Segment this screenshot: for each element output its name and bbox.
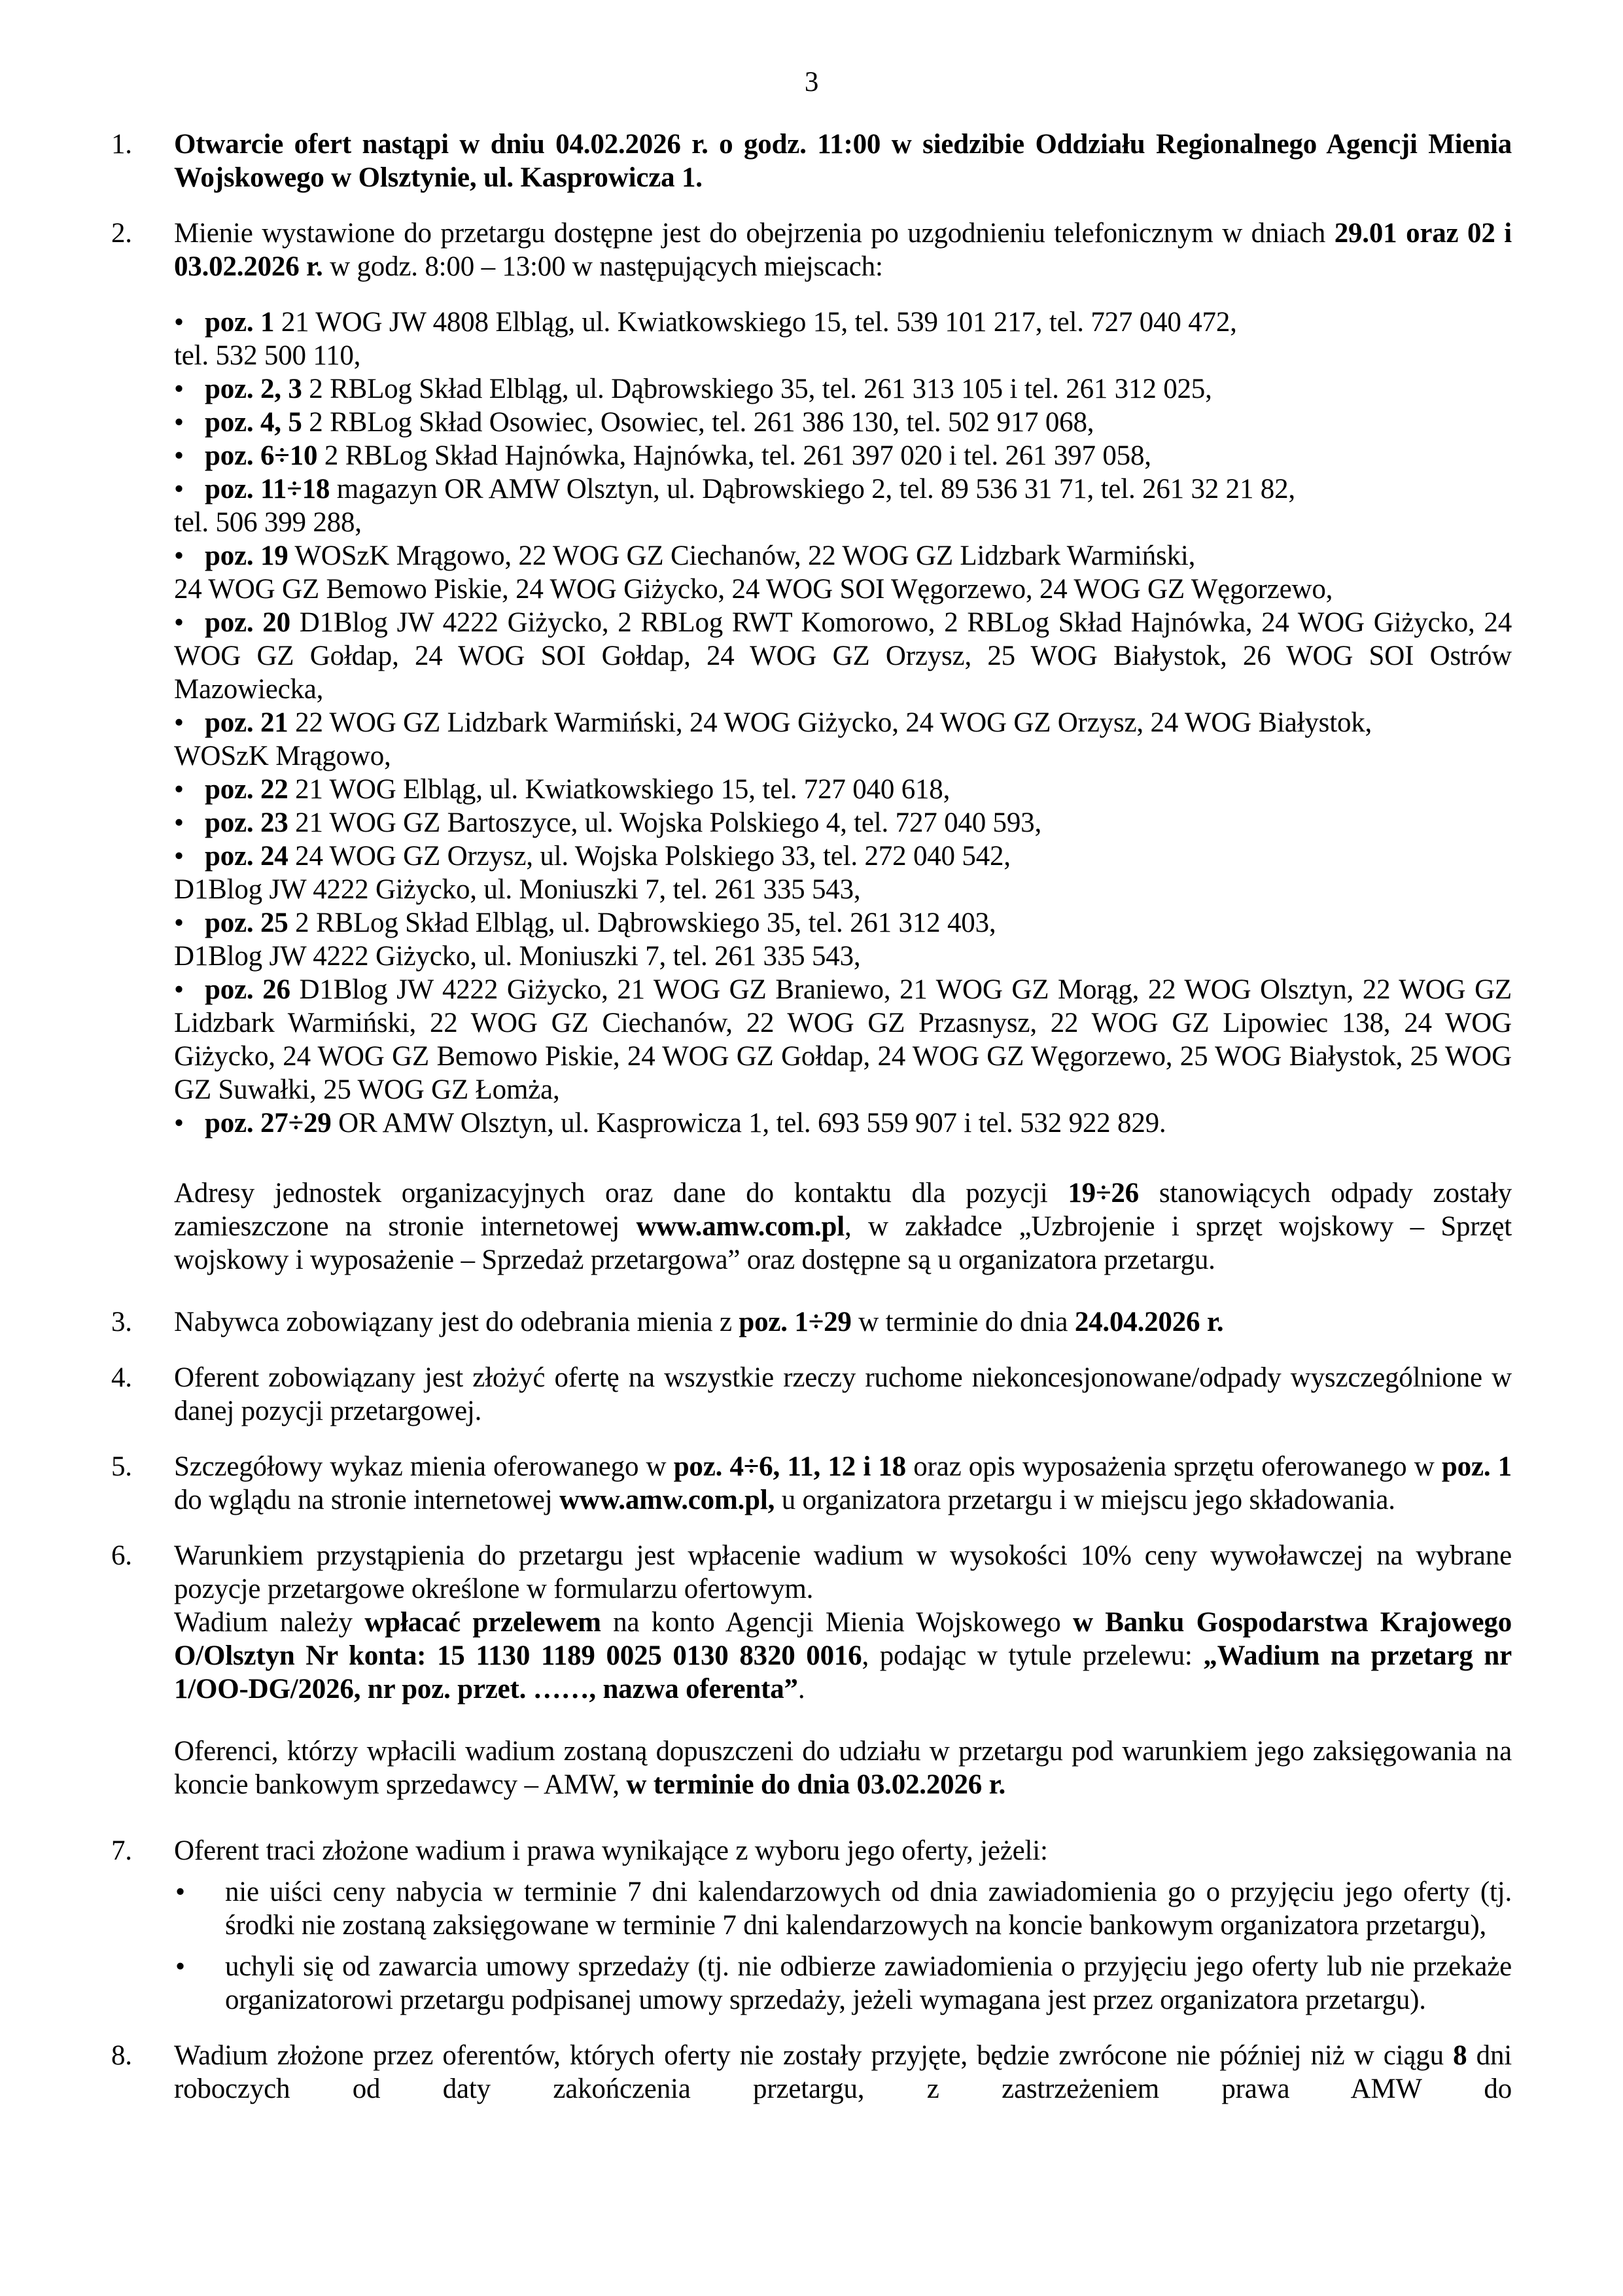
bold-text-run: poz. 26 — [205, 974, 290, 1005]
text-run: nie uiści ceny nabycia w terminie 7 dni kalendarzowych od dnia zawiadomienia go o przyjęciu jego oferty (tj. środki nie zostaną zaksięgowane w terminie 7 dni kalendarzowych na koncie bankowym organizatora przetargu), — [225, 1877, 1512, 1941]
document-body — [111, 128, 1512, 2106]
text-run: 2 RBLog Skład Hajnówka, Hajnówka, tel. 261 397 020 i tel. 261 397 058, — [317, 440, 1151, 471]
bold-text-run: w Banku Gospodarstwa Krajowego O/Olsztyn Nr konta: 15 1130 1189 0025 0130 8320 0016 — [174, 1607, 1512, 1671]
text-run: na konto Agencji Mienia Wojskowego — [601, 1607, 1073, 1638]
text-run: Oferent traci złożone wadium i prawa wynikające z wyboru jego oferty, jeżeli: — [174, 1835, 1048, 1866]
bold-text-run: 19÷26 — [1068, 1178, 1139, 1209]
text-run: Adresy jednostek organizacyjnych oraz dane do kontaktu dla pozycji — [174, 1178, 1068, 1209]
item-number: 4. — [111, 1362, 132, 1393]
bold-text-run: poz. 23 — [205, 807, 288, 838]
text-run: , w zakładce „Uzbrojenie i sprzęt wojskowy – Sprzęt wojskowy i wyposażenie – Sprzedaż przetargowa” oraz dostępne są u organizatora przetargu. — [174, 1211, 1512, 1275]
bold-text-run: w terminie do dnia 03.02.2026 r. — [626, 1769, 1006, 1800]
text-run: 24 WOG GZ Bemowo Piskie, 24 WOG Giżycko, 24 WOG SOI Węgorzewo, 24 WOG GZ Węgorzewo, — [174, 574, 1333, 605]
text-run: Warunkiem przystąpienia do przetargu jest wpłacenie wadium w wysokości 10% ceny wywoławczej na wybrane pozycje przetargowe określone w formularzu ofertowym. — [174, 1540, 1512, 1604]
bold-text-run: 24.04.2026 r. — [1074, 1307, 1224, 1337]
text-run: uchyli się od zawarcia umowy sprzedaży (tj. nie odbierze zawiadomienia o przyjęciu jego oferty lub nie przekaże organizatorowi przetargu podpisanej umowy sprzedaży, jeżeli wymagana jest przez organizatora przetargu). — [225, 1951, 1512, 2015]
bullet-item — [111, 606, 1512, 706]
bold-text-run: wpłacać przelewem — [364, 1607, 601, 1638]
bold-text-run: www.amw.com.pl — [636, 1211, 845, 1242]
bold-text-run: www.amw.com.pl, — [559, 1485, 775, 1515]
bullet-item — [111, 406, 1512, 439]
numbered-item — [111, 128, 1512, 194]
bold-text-run: „Wadium na przetarg nr 1/OO-DG/2026, nr poz. przet. ……, nazwa oferenta” — [174, 1640, 1512, 1704]
bold-text-run: poz. 1 — [205, 307, 275, 338]
bold-text-run: poz. 21 — [205, 707, 288, 738]
text-run: Szczegółowy wykaz mienia oferowanego w — [174, 1451, 674, 1482]
bold-text-run: poz. 20 — [205, 607, 290, 638]
paragraph — [111, 1176, 1512, 1277]
text-run: WOSzK Mrągowo, 22 WOG GZ Ciechanów, 22 WOG GZ Lidzbark Warmiński, — [288, 540, 1196, 571]
text-run: tel. 506 399 288, — [174, 507, 362, 538]
bullet-marker-icon: • — [174, 440, 184, 471]
numbered-item — [111, 2039, 1512, 2106]
text-run: OR AMW Olsztyn, ul. Kasprowicza 1, tel. 693 559 907 i tel. 532 922 829. — [331, 1108, 1166, 1139]
numbered-item — [111, 1450, 1512, 1517]
text-run: Oferenci, którzy wpłacili wadium zostaną dopuszczeni do udziału w przetargu pod warunkiem jego zaksięgowania na koncie bankowym sprzedawcy – AMW, — [174, 1736, 1512, 1800]
text-run: 24 WOG GZ Orzysz, ul. Wojska Polskiego 33, tel. 272 040 542, — [288, 841, 1011, 872]
bold-text-run: poz. 27÷29 — [205, 1108, 332, 1139]
text-run: Mienie wystawione do przetargu dostępne jest do obejrzenia po uzgodnieniu telefonicznym w dniach — [174, 218, 1335, 249]
page-number: 3 — [804, 67, 819, 97]
bullet-item — [111, 306, 1512, 372]
item-number: 5. — [111, 1451, 132, 1482]
bullet-item — [111, 372, 1512, 406]
bold-text-run: poz. 22 — [205, 774, 288, 805]
bullet-marker-icon: • — [174, 974, 184, 1005]
bullet-item — [111, 773, 1512, 806]
text-run: u organizatora przetargu i w miejscu jego składowania. — [775, 1485, 1395, 1515]
text-run: D1Blog JW 4222 Giżycko, ul. Moniuszki 7, tel. 261 335 543, — [174, 874, 861, 905]
bullet-marker-icon: • — [174, 807, 184, 838]
numbered-item — [111, 1834, 1512, 1867]
bold-text-run: poz. 24 — [205, 841, 288, 872]
text-run: stanowiących odpady zostały zamieszczone na stronie internetowej — [174, 1178, 1512, 1242]
text-run: D1Blog JW 4222 Giżycko, ul. Moniuszki 7, tel. 261 335 543, — [174, 941, 861, 972]
bullet-marker-icon: • — [175, 1951, 185, 1982]
bold-text-run: 8 — [1453, 2040, 1467, 2071]
numbered-item — [111, 1305, 1512, 1339]
text-run: . — [797, 1674, 805, 1704]
bullet-marker-icon: • — [174, 407, 184, 438]
bullet-item — [111, 806, 1512, 839]
text-run: w terminie do dnia — [851, 1307, 1075, 1337]
bullet-marker-icon: • — [175, 1877, 185, 1907]
item-number: 6. — [111, 1540, 132, 1571]
bullet-marker-icon: • — [174, 607, 184, 638]
text-run: tel. 532 500 110, — [174, 340, 361, 371]
bold-text-run: poz. 1 — [1441, 1451, 1512, 1482]
text-run: D1Blog JW 4222 Giżycko, 2 RBLog RWT Komorowo, 2 RBLog Skład Hajnówka, 24 WOG Giżycko, 24 WOG GZ Gołdap, 24 WOG SOI Gołdap, 24 WOG GZ Orzysz, 25 WOG Białystok, 26 WOG SOI Ostrów Mazowiecka, — [174, 607, 1512, 705]
document-content — [111, 65, 1512, 2106]
text-run: 21 WOG Elbląg, ul. Kwiatkowskiego 15, tel. 727 040 618, — [288, 774, 951, 805]
bold-text-run: poz. 4÷6, 11, 12 i 18 — [673, 1451, 906, 1482]
text-run: 21 WOG JW 4808 Elbląg, ul. Kwiatkowskiego 15, tel. 539 101 217, tel. 727 040 472, — [274, 307, 1237, 338]
bold-text-run: poz. 2, 3 — [205, 374, 302, 404]
bullet-item — [111, 472, 1512, 539]
text-run: D1Blog JW 4222 Giżycko, 21 WOG GZ Braniewo, 21 WOG GZ Morąg, 22 WOG Olsztyn, 22 WOG GZ Lidzbark Warmiński, 22 WOG GZ Ciechanów, 22 WOG GZ Przasnysz, 22 WOG GZ Lipowiec 138, 24 WOG Giżycko, 24 WOG GZ Bemowo Piskie, 24 WOG GZ Gołdap, 24 WOG GZ Węgorzewo, 25 WOG Białystok, 25 WOG GZ Suwałki, 25 WOG GZ Łomża, — [174, 974, 1512, 1105]
sub-bullet-item — [111, 1875, 1512, 1942]
sub-bullet-item — [111, 1950, 1512, 2017]
bold-text-run: poz. 1÷29 — [739, 1307, 852, 1337]
bullet-item — [111, 1106, 1512, 1140]
text-run: , podając w tytule przelewu: — [862, 1640, 1204, 1671]
bullet-marker-icon: • — [174, 474, 184, 504]
bullet-item — [111, 973, 1512, 1106]
text-run: 22 WOG GZ Lidzbark Warmiński, 24 WOG Giżycko, 24 WOG GZ Orzysz, 24 WOG Białystok, — [288, 707, 1372, 738]
text-run: w godz. 8:00 – 13:00 w następujących miejscach: — [323, 251, 883, 282]
bullet-marker-icon: • — [174, 374, 184, 404]
bullet-item — [111, 439, 1512, 472]
item-number: 2. — [111, 218, 132, 249]
bullet-marker-icon: • — [174, 707, 184, 738]
bold-text-run: poz. 19 — [205, 540, 288, 571]
bold-text-run: Otwarcie ofert nastąpi w dniu 04.02.2026 r. o godz. 11:00 w siedzibie Oddziału Regionalnego Agencji Mienia Wojskowego w Olsztynie, ul. Kasprowicza 1. — [174, 129, 1512, 193]
bullet-marker-icon: • — [174, 908, 184, 938]
text-run: WOSzK Mrągowo, — [174, 741, 391, 771]
text-run: 2 RBLog Skład Elbląg, ul. Dąbrowskiego 35, tel. 261 312 403, — [288, 908, 996, 938]
text-run: do wglądu na stronie internetowej — [174, 1485, 560, 1515]
bold-text-run: 29.01 oraz 02 i 03.02.2026 r. — [174, 218, 1512, 282]
text-run: 2 RBLog Skład Osowiec, Osowiec, tel. 261 386 130, tel. 502 917 068, — [302, 407, 1094, 438]
bold-text-run: poz. 6÷10 — [205, 440, 318, 471]
item-number: 8. — [111, 2040, 132, 2071]
item-number: 1. — [111, 129, 132, 160]
bold-text-run: poz. 11÷18 — [205, 474, 330, 504]
bullet-marker-icon: • — [174, 1108, 184, 1139]
paragraph — [111, 1735, 1512, 1801]
text-run: dni roboczych od daty zakończenia przetargu, z zastrzeżeniem prawa AMW do — [174, 2040, 1512, 2104]
text-run: Nabywca zobowiązany jest do odebrania mienia z — [174, 1307, 739, 1337]
text-run: 2 RBLog Skład Elbląg, ul. Dąbrowskiego 35, tel. 261 313 105 i tel. 261 312 025, — [302, 374, 1212, 404]
bullet-item — [111, 706, 1512, 773]
bullet-marker-icon: • — [174, 774, 184, 805]
numbered-item — [111, 1361, 1512, 1428]
text-run: Oferent zobowiązany jest złożyć ofertę na wszystkie rzeczy ruchome niekoncesjonowane/odpady wyszczególnione w danej pozycji przetargowej. — [174, 1362, 1512, 1426]
bullet-item — [111, 906, 1512, 973]
bullet-item — [111, 839, 1512, 906]
bullet-marker-icon: • — [174, 841, 184, 872]
bold-text-run: poz. 4, 5 — [205, 407, 302, 438]
numbered-item — [111, 1539, 1512, 1706]
bullet-marker-icon: • — [174, 540, 184, 571]
item-number: 7. — [111, 1835, 132, 1866]
bold-text-run: poz. 25 — [205, 908, 288, 938]
bullet-marker-icon: • — [174, 307, 184, 338]
text-run: Wadium należy — [174, 1607, 365, 1638]
text-run: Wadium złożone przez oferentów, których oferty nie zostały przyjęte, będzie zwrócone nie później niż w ciągu — [174, 2040, 1454, 2071]
item-number: 3. — [111, 1307, 132, 1337]
text-run: magazyn OR AMW Olsztyn, ul. Dąbrowskiego 2, tel. 89 536 31 71, tel. 261 32 21 82, — [330, 474, 1295, 504]
text-run: oraz opis wyposażenia sprzętu oferowanego w — [905, 1451, 1442, 1482]
numbered-item — [111, 217, 1512, 283]
bullet-item — [111, 539, 1512, 606]
text-run: 21 WOG GZ Bartoszyce, ul. Wojska Polskiego 4, tel. 727 040 593, — [288, 807, 1042, 838]
